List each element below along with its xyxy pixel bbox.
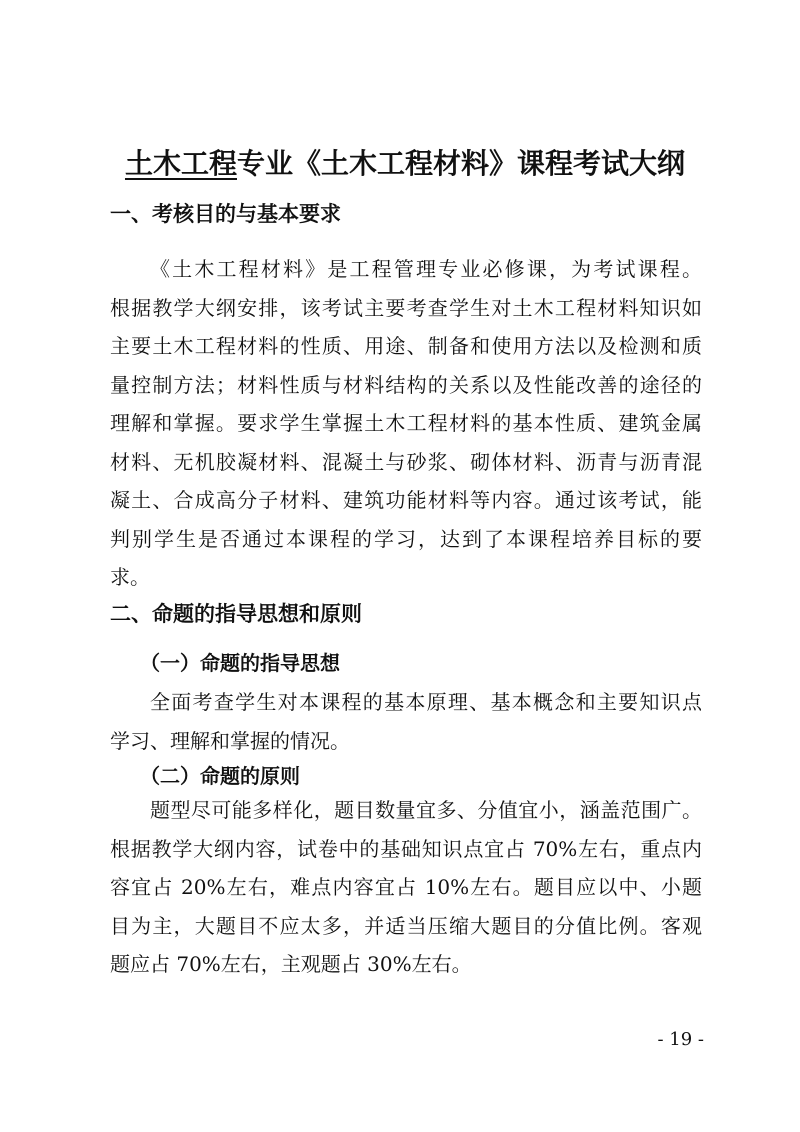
paragraph-line: 主要土木工程材料的性质、用途、制备和使用方法以及检测和质: [110, 334, 702, 358]
title-underlined-part: 土木工程: [124, 147, 237, 180]
paragraph-line: 根据教学大纲内容，试卷中的基础知识点宜占 70%左右，重点内: [110, 836, 702, 861]
paragraph-line: 材料、无机胶凝材料、混凝土与砂浆、砌体材料、沥青与沥青混: [110, 449, 702, 474]
paragraph-line: 目为主，大题目不应太多，并适当压缩大题目的分值比例。客观: [110, 913, 702, 938]
title-rest: 专业《土木工程材料》课程考试大纲: [237, 147, 686, 180]
section-1-heading: 一、考核目的与基本要求: [110, 202, 341, 226]
section-1-paragraph: [110, 250, 702, 597]
paragraph-line: 《土木工程材料》是工程管理专业必修课，为考试课程。: [150, 257, 702, 281]
paragraph-line: 判别学生是否通过本课程的学习，达到了本课程培养目标的要: [110, 526, 702, 551]
paragraph-line: 凝土、合成高分子材料、建筑功能材料等内容。通过该考试，能: [110, 488, 702, 512]
document-title: [100, 140, 710, 188]
paragraph-line: 量控制方法；材料性质与材料结构的关系以及性能改善的途径的: [110, 372, 702, 397]
paragraph-line: 求。: [110, 565, 150, 589]
paragraph-line: 理解和掌握。要求学生掌握土木工程材料的基本性质、建筑金属: [110, 411, 702, 435]
subsection-1-paragraph: [110, 683, 702, 760]
subsection-1-heading: （一）命题的指导思想: [140, 651, 340, 675]
paragraph-line: 容宜占 20%左右，难点内容宜占 10%左右。题目应以中、小题: [110, 875, 702, 899]
paragraph-line: 根据教学大纲安排，该考试主要考查学生对土木工程材料知识如: [110, 295, 702, 320]
paragraph-line: 题应占 70%左右，主观题占 30%左右。: [110, 952, 472, 976]
subsection-2-paragraph: [110, 791, 702, 984]
page-number: - 19 -: [657, 1029, 704, 1050]
paragraph-line: 题型尽可能多样化，题目数量宜多、分值宜小，涵盖范围广。: [150, 798, 702, 822]
paragraph-line: 学习、理解和掌握的情况。: [110, 728, 350, 753]
subsection-2-heading: （二）命题的原则: [140, 764, 300, 788]
section-2-heading: 二、命题的指导思想和原则: [110, 602, 362, 626]
paragraph-line: 全面考查学生对本课程的基本原理、基本概念和主要知识点: [150, 690, 702, 714]
